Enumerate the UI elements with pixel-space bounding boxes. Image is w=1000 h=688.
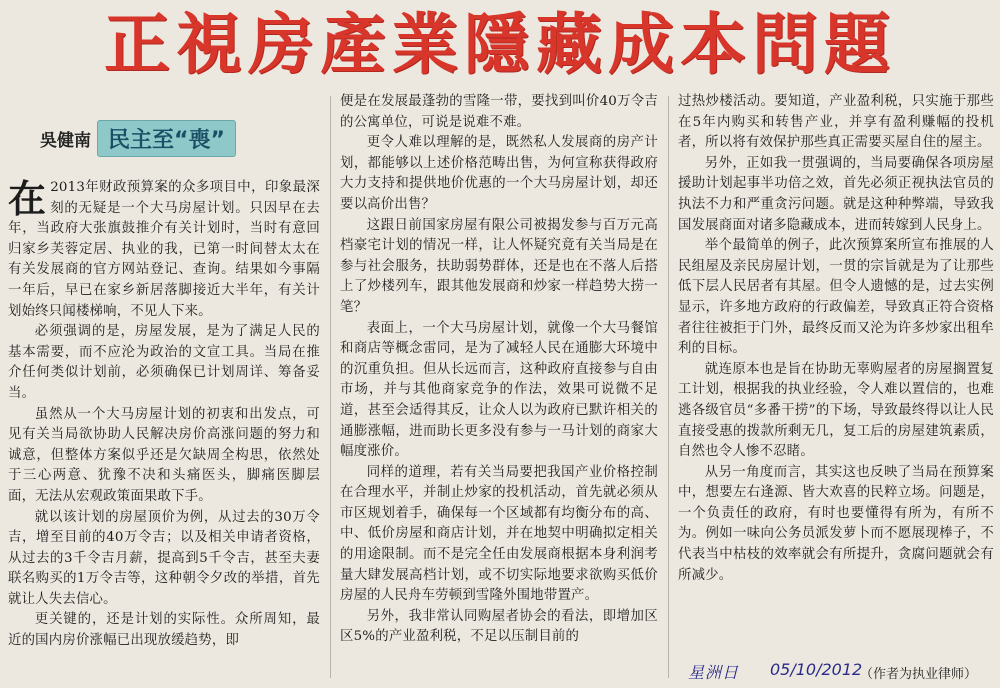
drop-cap: 在 <box>8 177 47 221</box>
column-divider <box>330 96 331 678</box>
paragraph: 过热炒楼活动。要知道，产业盈利税，只实施于那些在5年内购买和转售产业，并享有盈利赚幅的投机者，所以将有效保护那些真正需要买屋自住的屋主。 <box>678 94 994 151</box>
author-name: 吳健南 <box>40 130 91 151</box>
paragraph: 必须强调的是，房屋发展，是为了满足人民的基本需要，而不应沦为政治的文宣工具。当局在推介任何类似计划前，必须确保已计划周详、筹备妥当。 <box>8 324 320 401</box>
handwritten-source-signature: 星洲日 <box>688 663 740 682</box>
paragraph-text: 2013年财政预算案的众多项目中，印象最深刻的无疑是一个大马房屋计划。只因早在去年，当政府大张旗鼓推介有关计划时，当时有意回归家乡芙蓉定居、执业的我，已第一时间替太太在有关发展商的官方网站登记、查询。结果如今事隔一年后，早已在家乡新居落脚接近大半年，有关计划始终只闻楼梯响，不见人下来。 <box>8 180 320 319</box>
paragraph: 更关键的，还是计划的实际性。众所周知，最近的国内房价涨幅已出现放缓趋势，即 <box>8 612 320 649</box>
author-note: （作者为执业律师） <box>860 667 978 682</box>
byline <box>40 120 236 156</box>
paragraph: 这跟日前国家房屋有限公司被揭发参与百万元高档豪宅计划的情况一样，让人怀疑究竟有关当局是在参与社会服务，扶助弱势群体，还是也在不落人后搭上了炒楼列车，跟其他发展商和炒家一样趋势大捞一笔？ <box>340 217 658 315</box>
article-column-2 <box>340 92 658 648</box>
paragraph: 虽然从一个大马房屋计划的初衷和出发点，可见有关当局欲协助人民解决房价高涨问题的努力和诚意，但整体方案似乎还是欠缺周全构思，依然处于三心两意、犹豫不决和头痛医头，脚痛医脚层面，无法从宏观政策面果敢下手。 <box>8 406 320 504</box>
paragraph: 表面上，一个大马房屋计划，就像一个大马餐馆和商店等概念雷同，是为了减轻人民在通膨大环境中的沉重负担。但从长远而言，这种政府直接参与自由市场，并与其他商家竞争的作法，效果可说微不足道，甚至会适得其反，让众人以为政府已默许相关的通膨涨幅，进而助长更多没有参与一马计划的商家大幅度涨价。 <box>340 320 658 460</box>
paragraph <box>8 178 320 322</box>
column-name-badge: 民主至“喪” <box>97 120 236 157</box>
paragraph: 另外，我非常认同购屋者协会的看法，即增加区区5%的产业盈利税，不足以压制目前的 <box>340 608 658 645</box>
paragraph: 就以该计划的房屋顶价为例，从过去的30万令吉，增至目前的40万令吉；以及相关申请者资格，从过去的3千令吉月薪，提高到5千令吉，甚至夫妻联名购买的1万令吉等，这种朝令夕改的举措，首先就让人失去信心。 <box>8 509 320 607</box>
article-column-1 <box>8 178 320 652</box>
paragraph: 更令人难以理解的是，既然私人发展商的房产计划，都能够以上述价格范畴出售，为何宣称获得政府大力支持和提供地价优惠的一个大马房屋计划，却还要以高价出售？ <box>340 135 658 212</box>
column-divider <box>668 96 669 678</box>
paragraph: 举个最简单的例子，此次预算案所宣布推展的人民组屋及亲民房屋计划，一贯的宗旨就是为了让那些低下层人民居者有其屋。但令人遗憾的是，过去实例显示，许多地方政府的行政偏差，导致真正符合资格者往往被拒于门外，最终反而又沦为许多炒家出租牟利的目标。 <box>678 238 994 357</box>
paragraph: 就连原本也是旨在协助无辜购屋者的房屋搁置复工计划，根据我的执业经验，令人难以置信的，也难逃各级官员“多番干捞”的下场，导致最终得以让人民直接受惠的拨款所剩无几，复工后的房屋建筑素质，自然也令人惨不忍睹。 <box>678 361 994 460</box>
paragraph: 同样的道理，若有关当局要把我国产业价格控制在合理水平，并制止炒家的投机活动，首先就必须从市区规划着手，确保每一个区域都有均衡分布的高、中、低价房屋和商店计划，并在地契中明确拟定相关的用途限制。而不是完全任由发展商根据本身利润考量大肆发展高档计划，或不切实际地要求欲购买低价房屋的人民舟车劳顿到雪隆外围地带置产。 <box>340 464 658 604</box>
headline: 正視房產業隱藏成本問題 <box>104 6 896 83</box>
paragraph: 从另一角度而言，其实这也反映了当局在预算案中，想要左右逢源、皆大欢喜的民粹立场。问题是，一个负责任的政府，有时也要懂得有所为，有所不为。例如一味向公务员派发萝卜而不愿展现棒子，不代表当中枯枝的效率就会有所提升，贪腐问题就会有所减少。 <box>678 464 994 583</box>
paragraph: 另外，正如我一贯强调的，当局要确保各项房屋援助计划起事半功倍之效，首先必须正视执法官员的执法不力和严重贪污问题。就是这种种弊端，导致我国发展商面对诸多隐藏成本，进而转嫁到人民身上。 <box>678 155 994 233</box>
article-column-3 <box>678 92 994 586</box>
handwritten-date: 05/10/2012 <box>770 660 863 679</box>
paragraph: 便是在发展最蓬勃的雪隆一带，要找到叫价40万令吉的公寓单位，可说是说难不难。 <box>340 94 658 130</box>
